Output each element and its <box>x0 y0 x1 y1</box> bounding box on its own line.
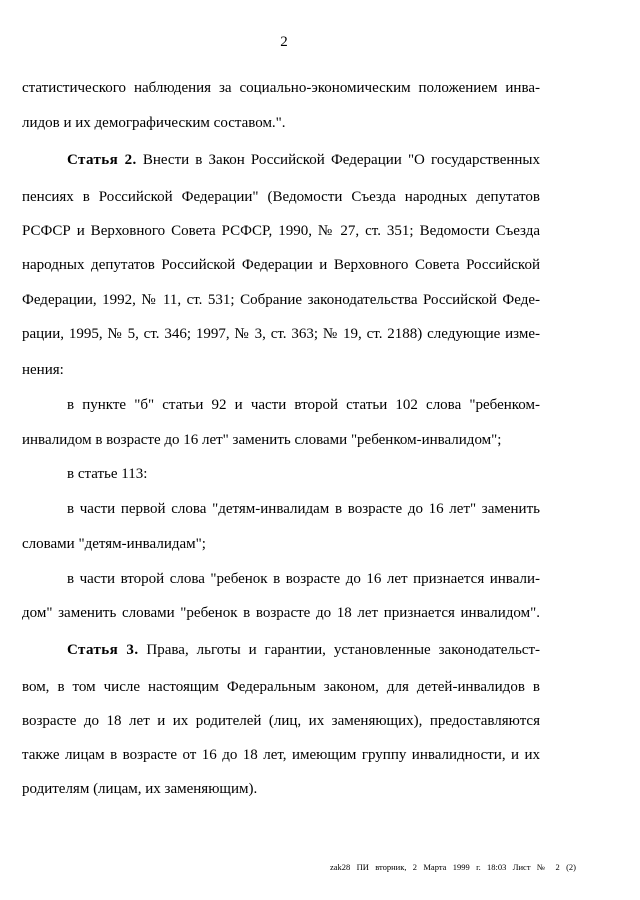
text-line-4: пенсиях в Российской Федерации" (Ведомости Съезда народных депутатов <box>22 189 540 205</box>
article-3-first-line <box>67 641 540 659</box>
text-line-9: нения: <box>22 362 64 378</box>
article-3-heading: Статья 3. <box>67 642 139 658</box>
text-line-6: народных депутатов Российской Федерации и Верховного Совета Российской <box>22 257 540 273</box>
text-line-5: РСФСР и Верховного Совета РСФСР, 1990, № 27, ст. 351; Ведомости Съезда <box>22 223 540 239</box>
text-line-7: Федерации, 1992, № 11, ст. 531; Собрание законодательства Российской Феде- <box>22 292 540 308</box>
text-line-10: в пункте "б" статьи 92 и части второй статьи 102 слова "ребенком- <box>67 397 540 413</box>
article-3-text: Права, льготы и гарантии, установленные законодательст- <box>146 642 540 658</box>
page-footer: zak28 ПИ вторник, 2 Марта 1999 г. 18:03 Лист № 2 (2) <box>330 862 576 872</box>
article-2-text: Внести в Закон Российской Федерации "О государственных <box>142 152 540 168</box>
text-line-13: в части первой слова "детям-инвалидам в возрасте до 16 лет" заменить <box>67 501 540 517</box>
text-line-11: инвалидом в возрасте до 16 лет" заменить словами "ребенком-инвалидом"; <box>22 432 502 448</box>
text-line-8: рации, 1995, № 5, ст. 346; 1997, № 3, ст. 363; № 19, ст. 2188) следующие изме- <box>22 326 540 342</box>
page-number: 2 <box>280 34 288 50</box>
article-2-heading: Статья 2. <box>67 152 137 168</box>
article-2-first-line <box>67 151 540 169</box>
text-line-18: вом, в том числе настоящим Федеральным законом, для детей-инвалидов в <box>22 679 540 695</box>
text-line-14: словами "детям-инвалидам"; <box>22 536 206 552</box>
text-line-12: в статье 113: <box>67 466 148 482</box>
text-line-2: лидов и их демографическим составом.". <box>22 115 286 131</box>
text-line-21: родителям (лицам, их заменяющим). <box>22 781 258 797</box>
text-line-16: дом" заменить словами "ребенок в возрасте до 18 лет признается инвалидом". <box>22 605 540 621</box>
text-line-19: возрасте до 18 лет и их родителей (лиц, их заменяющих), предоставляются <box>22 713 540 729</box>
text-line-1: статистического наблюдения за социально-экономическим положением инва- <box>22 80 540 96</box>
text-line-15: в части второй слова "ребенок в возрасте до 16 лет признается инвали- <box>67 571 540 587</box>
text-line-20: также лицам в возрасте от 16 до 18 лет, имеющим группу инвалидности, и их <box>22 747 540 763</box>
